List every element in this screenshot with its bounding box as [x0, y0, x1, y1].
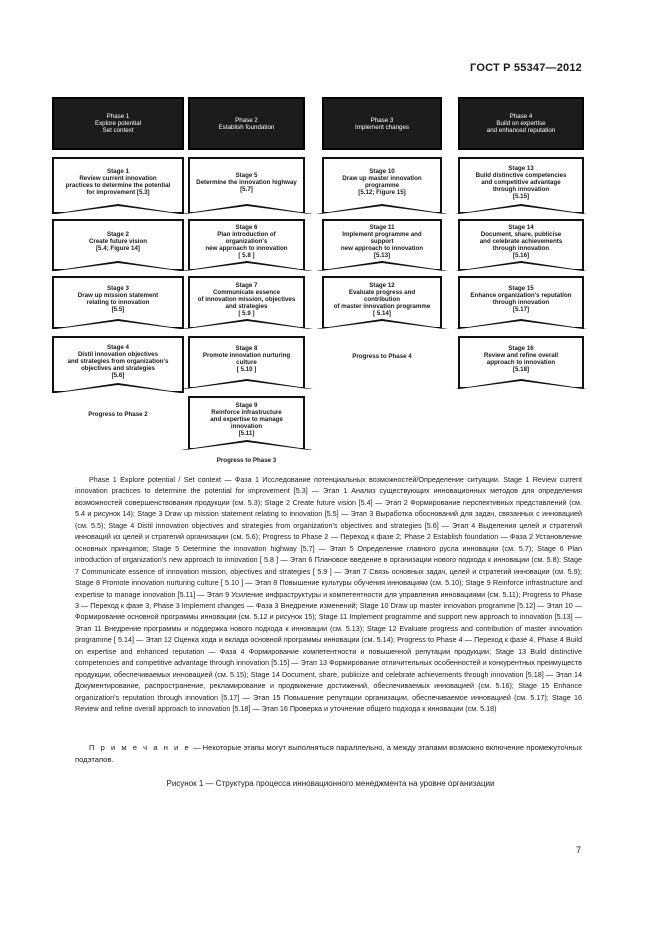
stage-text: Plan introduction of organization's [217, 231, 276, 245]
stage-text: Draw up mission statement [77, 292, 159, 299]
stage-number: Stage 7 [235, 281, 258, 289]
phase-subtitle: Set context [102, 127, 134, 134]
phase-label: Phase 2 [235, 116, 258, 124]
stage-text: Review current innovation [79, 175, 157, 182]
stage-text: objectives and strategies [81, 364, 155, 372]
phase-title: Explore potential [94, 120, 142, 127]
stage-text: programme [364, 182, 400, 189]
phase-label: Phase 1 [106, 113, 130, 120]
stage-text: Review and refine overall [483, 352, 559, 359]
stage-number: Stage 4 [106, 343, 129, 351]
stage-text: Distil innovation objectives [77, 350, 159, 358]
stage-text: Evaluate progress and contribution [348, 288, 416, 303]
stage-7-box [188, 276, 305, 329]
stage-text: Enhance organization's reputation [470, 292, 572, 299]
stage-text: Determine the innovation highway [196, 178, 297, 186]
stage-number: Stage 10 [369, 168, 395, 175]
phase-1-box [52, 97, 184, 150]
stage-ref: [5.18] [512, 366, 530, 373]
legend-paragraph: Phase 1 Explore potential / Set context — Фаза 1 Исследование потенциальных возможностей/Определение ситуации. Stage 1 Review current innovation practices to determine the potential for improvement [5.3] — Этап 1 Анализ существующих инновационных методов для определения возможностей совершенствования продукции (см. 5.3); Stage 2 Create future vision [5.4] — Этап 2 Формирование перспективных представлений (см. 5.4 и рисунок 14); Stage 3 Draw up mission statement relating to innovation [5.5] — Этап 3 Выработка обоснований для задач, связанных с инновацией (см. 5.5); Stage 4 Distil innovation objectives and strategies from organization's objectives and strategies [5.6] — Этап 4 Выделения целей и стратегий инноваций из целей и стратегий организации (см. 5.6); Progress to Phase 2 — Переход к фазе 2; Phase 2 Establish foundation — Фаза 2 Установление основных принципов; Stage 5 Determine the innovation highway [5.7] — Этап 5 Определение главного русла инновации (см. 5.7); Stage 6 Plan introduction of organization's new approach to innovation [ 5.8 ] — Этап 6 Плановое введение в организации нового подхода к инновации (см. 5.8); Stage 7 Communicate essence of innovation mission, objectives and strategies [ 5.9 ] — Этап 7 Связь основных задач, целей и стратегий инновации (см. 5.9); Stage 8 Promote innovation nurturing culture [ 5.10 ] — Этап 8 Повышение культуры обучения инновациям (см. 5.10); Stage 9 Reinforce infrastructure and expertise to manage innovation [5.11] — Этап 9 Усиление инфраструктуры и компетентности для управления инновациями (см. 5.11); Progress to Phase 3 — Переход к фазе 3, Phase 3 Implement changes — Фаза 3 Внедрение изменений; Stage 10 Draw up master innovation programme [5.12] — Этап 10 — Формирование основной программы инновации (см. 5.12 и рисунок 15); Stage 11 Implement programme and support new approach to innovation [5.13] — Этап 11 Внедрение программы и поддержка нового подхода к инновации (см. 5.13); Stage 12 Evaluate progress and contribution of master innovation programme [ 5.14] — Этап 12 Оценка хода и вклада основной программы инновации (см. 5.14); Progress to Phase 4 — Переход к фазе 4, Phase 4 Build on expertise and enhanced reputation — Фаза 4 Формирование компетентности и повышенной репутации продукции; Stage 13 Build distinctive competencies and competitive advantage through innovation [5.15] — Этап 13 Формирование отличительных особенностей и конкурентных преимуществ продукции, обеспечиваемых инновацией (см. 5.15); Stage 14 Document, share, publicize and celebrate achievements through innovation [5.18] — Этап 14 Документирование, распространение, рекламирование и продвижение достижений, обеспечиваемых инновацией (см. 5.16); Stage 15 Enhance organization's reputation through innovation [5.17] — Этап 15 Повышение репутации организации, обеспечиваемое инновацией (см. 5.17); Stage 16 Review and refine overall approach to innovation [5.18] — Этап 16 Проверка и уточнение общего подхода к инновации (см. 5.18) [75, 475, 582, 714]
stage-text: new approach to innovation [340, 245, 424, 252]
stage-text: relating to innovation [86, 299, 150, 306]
stage-16-box [458, 336, 584, 389]
stage-text: Communicate essence [212, 288, 281, 296]
stage-text: and expertise to manage innovation [210, 416, 283, 430]
stage-ref: [5.16] [512, 252, 530, 259]
stage-text: of innovation mission, objectives [197, 295, 296, 303]
stage-11-box [322, 219, 442, 271]
stage-number: Stage 6 [235, 224, 258, 231]
stage-6-box [188, 219, 305, 271]
stage-3-box [52, 276, 184, 329]
stage-number: Stage 16 [508, 345, 534, 352]
stage-text: Document, share, publicise [480, 231, 562, 238]
progress-to-phase-2: Progress to Phase 2 [88, 411, 148, 418]
stage-ref: [5.17] [512, 306, 530, 313]
stage-number: Stage 8 [235, 345, 258, 352]
stage-14-box [458, 219, 584, 271]
stage-1-box [52, 157, 184, 214]
figure-legend-text [75, 474, 582, 715]
stage-number: Stage 5 [235, 171, 258, 179]
note-text: — Некоторые этапы могут выполняться параллельно, а между этапами возможно включение промежуточных подэтапов. [75, 743, 582, 764]
stage-ref: [5.12; Figure 15] [358, 189, 406, 196]
stage-2-box [52, 219, 184, 271]
stage-number: Stage 11 [369, 224, 395, 231]
stage-text: Implement programme and support [342, 231, 422, 245]
stage-text: and celebrate achievements [479, 238, 563, 245]
stage-text: new approach to innovation [205, 245, 288, 252]
stage-ref: [5.6] [111, 371, 125, 379]
stage-12-box [322, 276, 442, 329]
phase-title: Build on expertise [496, 120, 546, 127]
stage-text: through innovation [492, 245, 550, 252]
stage-text: and strategies from organization's [67, 357, 169, 365]
stage-number: Stage 9 [235, 402, 258, 409]
phase-title: Establish foundation [218, 123, 275, 131]
stage-text: approach to innovation [486, 359, 556, 366]
stage-text: through innovation [492, 185, 550, 193]
stage-text: through innovation [492, 299, 550, 306]
page-number: 7 [575, 845, 581, 855]
phase-title: Implement changes [355, 123, 409, 131]
stage-13-box [458, 157, 584, 214]
stage-9-box [188, 396, 305, 450]
stage-ref: [ 5.14] [373, 309, 391, 317]
stage-ref: [5.7] [240, 185, 253, 193]
stage-ref: [5.11] [238, 430, 255, 437]
stage-ref: [ 5.9 ] [238, 309, 255, 317]
stage-ref: [ 5.8 ] [238, 252, 255, 259]
stage-10-box [322, 157, 442, 214]
stage-ref: [5.4; Figure 14] [95, 245, 140, 252]
stage-text: Create future vision [88, 238, 148, 245]
standard-header: ГОСТ Р 55347—2012 [470, 62, 582, 74]
phase-2-box [188, 97, 305, 150]
stage-text: Build distinctive competencies [475, 171, 567, 179]
stage-number: Stage 15 [508, 285, 534, 292]
stage-text: Promote innovation nurturing culture [202, 352, 291, 366]
stage-number: Stage 12 [369, 281, 395, 289]
stage-ref: for improvement [5.3] [86, 189, 150, 196]
stage-number: Stage 14 [508, 224, 534, 231]
progress-to-phase-3: Progress to Phase 3 [216, 457, 277, 464]
stage-text: Reinforce infrastructure [211, 409, 282, 416]
stage-5-box [188, 157, 305, 214]
stage-number: Stage 3 [106, 285, 129, 292]
phase-subtitle: and enhanced reputation [486, 127, 556, 134]
stage-number: Stage 2 [106, 231, 129, 238]
stage-ref: [5.15] [512, 192, 530, 200]
stage-8-box [188, 336, 305, 389]
stage-4-box [52, 336, 184, 393]
note-label: П р и м е ч а н и е [89, 743, 191, 752]
phase-4-box [458, 97, 584, 150]
figure-caption: Рисунок 1 — Структура процесса инновационного менеджмента на уровне организации [166, 779, 495, 788]
stage-text: of master innovation programme [333, 302, 431, 310]
stage-text: and strategies [225, 302, 268, 310]
progress-to-phase-4: Progress to Phase 4 [352, 353, 412, 360]
phase-3-box [322, 97, 442, 150]
stage-text: Draw up master innovation [342, 175, 422, 182]
stage-number: Stage 1 [106, 168, 129, 175]
stage-ref: [ 5.10 ] [236, 366, 257, 373]
note [75, 742, 582, 765]
phase-label: Phase 4 [509, 113, 533, 120]
stage-15-box [458, 276, 584, 329]
stage-text: and competitive advantage [481, 178, 561, 186]
phase-label: Phase 3 [370, 116, 394, 124]
stage-ref: [5.13] [373, 252, 391, 259]
stage-ref: [5.5] [111, 306, 125, 313]
stage-number: Stage 13 [508, 164, 534, 172]
stage-text: practices to determine the potential [65, 182, 171, 189]
